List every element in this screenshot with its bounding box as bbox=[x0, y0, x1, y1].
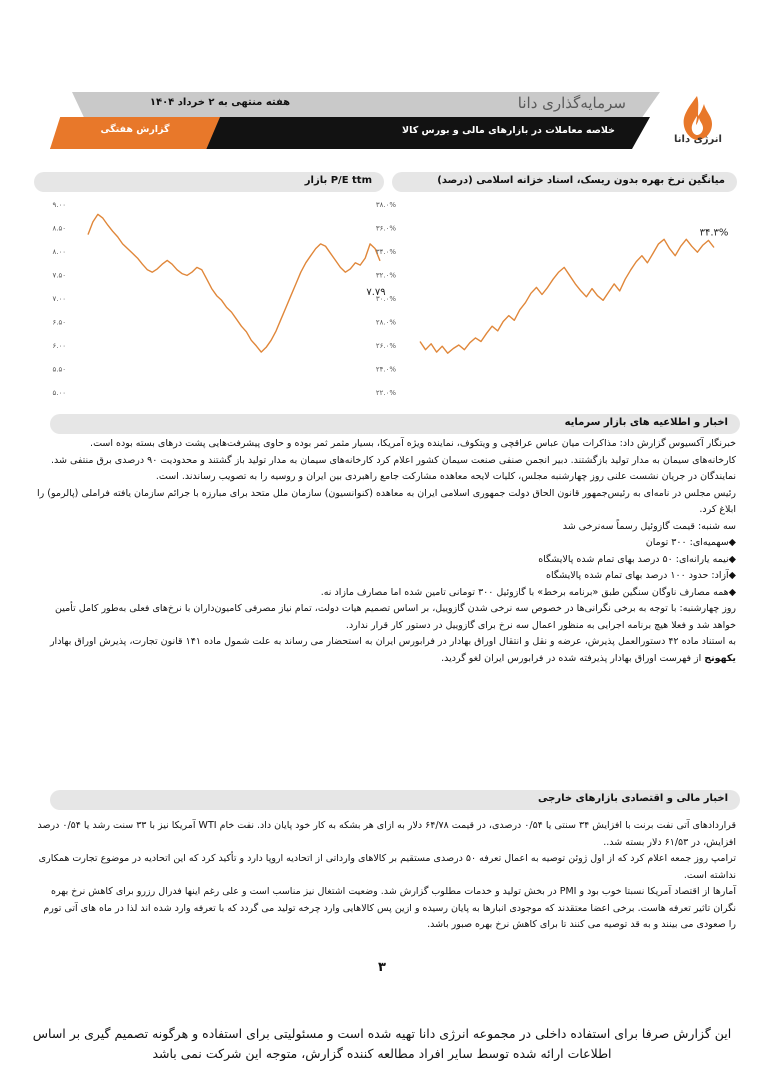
last-value-label: ۷.۷۹ bbox=[366, 286, 386, 298]
y-tick-label: ۲۲.۰% bbox=[375, 389, 396, 397]
page-number: ۳ bbox=[378, 960, 386, 975]
capital-market-section-title: اخبار و اطلاعیه های بازار سرمایه bbox=[50, 414, 740, 434]
rate-chart-title: میانگین نرخ بهره بدون ریسک، اسناد خزانه اسلامی (درصد) bbox=[392, 172, 737, 192]
report-type-label: گزارش هفتگی bbox=[100, 124, 170, 135]
y-tick-label: ۸.۰۰ bbox=[52, 248, 66, 256]
last-value-label: ۳۴.۳% bbox=[699, 227, 729, 239]
news-paragraph: ◆همه مصارف ناوگان سنگین طبق «برنامه برخط» با گازوئیل ۳۰۰ تومانی تامین شده اما مصارف مازاد نه. bbox=[320, 586, 736, 598]
foreign-markets-news bbox=[36, 818, 736, 934]
y-tick-label: ۳۸.۰% bbox=[375, 201, 396, 209]
news-paragraph-last bbox=[36, 651, 736, 668]
news-paragraph: ترامپ روز جمعه اعلام کرد که از اول ژوئن توصیه به اعمال تعرفه ۵۰ درصدی مستقیم بر کالاهای وارداتی از اتحادیه اروپا دارد و تأکید کرد که این اتحادیه در موضوع تجارت همکاری نداشته است. bbox=[38, 853, 736, 881]
y-tick-label: ۲۸.۰% bbox=[375, 318, 396, 327]
report-summary-title: خلاصه معاملات در بازارهای مالی و بورس کالا bbox=[402, 125, 615, 136]
y-tick-label: ۳۲.۰% bbox=[375, 271, 396, 280]
y-tick-label: ۳۶.۰% bbox=[375, 224, 396, 233]
news-paragraph: روز چهارشنبه: با توجه به برخی نگرانی‌ها در خصوص سه نرخی شدن گازوییل، بر اساس تصمیم هیات دولت، تمام نیاز مصرفی کامیون‌داران با نرخ‌های فعلی به‌طور کامل تأمین خواهد شد و فعلا هیچ برنامه اجرایی به منظور اعمال سه نرخ برای گازوییل در دستور کار قرار ندارد. bbox=[55, 603, 736, 631]
news-paragraph: قراردادهای آتی نفت برنت با افزایش ۳۴ سنتی یا ۰/۵۴ درصدی، در قیمت ۶۴/۷۸ دلار به ازای هر بشکه به کار خود پایان داد. نفت خام WTI آمریکا نیز با ۳۳ سنت رشد یا ۰/۵۴ درصد افزایش، در ۶۱/۵۳ دلار بسته شد.. bbox=[37, 820, 736, 848]
news-paragraph: رئیس مجلس در نامه‌ای به رئیس‌جمهور قانون الحاق دولت جمهوری اسلامی ایران به معاهده (کنوانسیون) سازمان ملل متحد برای مبارزه با جرائم سازمان یافته فراملی (پالرمو) را ابلاغ کرد. bbox=[37, 487, 736, 515]
y-tick-label: ۵.۰۰ bbox=[52, 389, 66, 397]
y-tick-label: ۷.۵۰ bbox=[52, 271, 66, 280]
y-tick-label: ۸.۵۰ bbox=[52, 224, 66, 233]
news-paragraph-tail: از فهرست اوراق بهادار پذیرفته شده در فرابورس ایران لغو گردید. bbox=[441, 652, 705, 664]
disclaimer: این گزارش صرفا برای استفاده داخلی در مجموعه انرژی دانا تهیه شده است و مسئولیتی برای استفاده و هرگونه تصمیم گیری بر اساس اطلاعات ارائه شده توسط سایر افراد مطالعه کننده گزارش، متوجه این شرکت نمی باشد bbox=[32, 1026, 732, 1061]
series-line bbox=[88, 214, 380, 352]
news-paragraph: ◆سهمیه‌ای: ۳۰۰ تومان bbox=[645, 537, 736, 548]
y-tick-label: ۳۰.۰% bbox=[375, 295, 396, 303]
news-paragraph: ◆آزاد: حدود ۱۰۰ درصد بهای تمام شده پالایشگاه bbox=[546, 570, 736, 581]
report-week: هفته منتهی به ۲ خرداد ۱۴۰۴ bbox=[149, 97, 291, 108]
y-tick-label: ۹.۰۰ bbox=[52, 201, 66, 209]
y-tick-label: ۵.۵۰ bbox=[52, 365, 66, 374]
brand-name: سرمایه‌گذاری دانا bbox=[517, 94, 626, 112]
news-paragraph: نمایندگان در جریان نشست علنی روز چهارشنبه مجلس، کلیات لایحه معاهده مشارکت جامع راهبردی بین ایران و روسیه را به تصویب رساندند. است. bbox=[155, 471, 736, 482]
pe-line-chart bbox=[40, 196, 385, 406]
news-paragraph: به استناد ماده ۴۲ دستورالعمل پذیرش، عرضه و نقل و انتقال اوراق بهادار در فرابورس ایران به استحضار می رساند به علت شمول ماده ۱۴۱ قانون تجارت، پذیرش اوراق بهادار bbox=[49, 636, 736, 647]
news-paragraph: ◆نیمه یارانه‌ای: ۵۰ درصد بهای تمام شده پالایشگاه bbox=[538, 553, 736, 565]
y-tick-label: ۶.۰۰ bbox=[52, 342, 66, 350]
pe-chart-title: P/E ttm بازار bbox=[34, 172, 384, 192]
y-tick-label: ۶.۵۰ bbox=[52, 318, 66, 327]
company-name: انرژی دانا bbox=[674, 134, 722, 145]
news-paragraph: آمارها از اقتصاد آمریکا نسبتا خوب بود و PMI در بخش تولید و خدمات مطلوب گزارش شد. وضعیت اشتغال نیز مناسب است و علی رغم اینها فدرال رزرو برای کاهش نرخ بهره نگران تاثیر تعرفه هاست. برخی اعضا معتقدند که موجودی انبارها به پایان رسیده و ازین پس کالاهایی وارد چرخه تولید می گردد که با تعرفه وارد شده اند لذا در ماه های آتی تورم را صعودی می بینند و به قد توصیه می کنند تا برای کاهش نرخ بهره صبور باشد. bbox=[43, 886, 736, 930]
y-tick-label: ۲۶.۰% bbox=[375, 342, 396, 350]
y-tick-label: ۷.۰۰ bbox=[52, 295, 66, 303]
capital-market-news bbox=[36, 436, 736, 667]
y-tick-label: ۲۴.۰% bbox=[375, 365, 396, 374]
foreign-markets-section-title: اخبار مالی و اقتصادی بازارهای خارجی bbox=[50, 790, 740, 810]
news-paragraph: کارخانه‌های سیمان به مدار تولید بازگشتند. دبیر انجمن صنفی صنعت سیمان کشور اعلام کرد کارخانه‌های سیمان به مدار تولید باز گشتند و محدودیت ۹۰ درصدی برق منتفی شد. bbox=[50, 454, 736, 466]
y-tick-label: ۳۴.۰% bbox=[375, 248, 396, 256]
news-paragraph: سه شنبه: قیمت گازوئیل رسماً سه‌نرخی شد bbox=[562, 520, 736, 532]
series-line bbox=[420, 239, 714, 353]
ticker-name: یکهونج bbox=[704, 652, 736, 664]
news-paragraph: خبرنگار آکسیوس گزارش داد: مذاکرات میان عباس عراقچی و ویتکوف، نماینده ویژه آمریکا، بسیار مثمر ثمر بوده و حاوی پیشرفت‌هایی پشت درهای بسته بوده است. bbox=[90, 438, 736, 449]
